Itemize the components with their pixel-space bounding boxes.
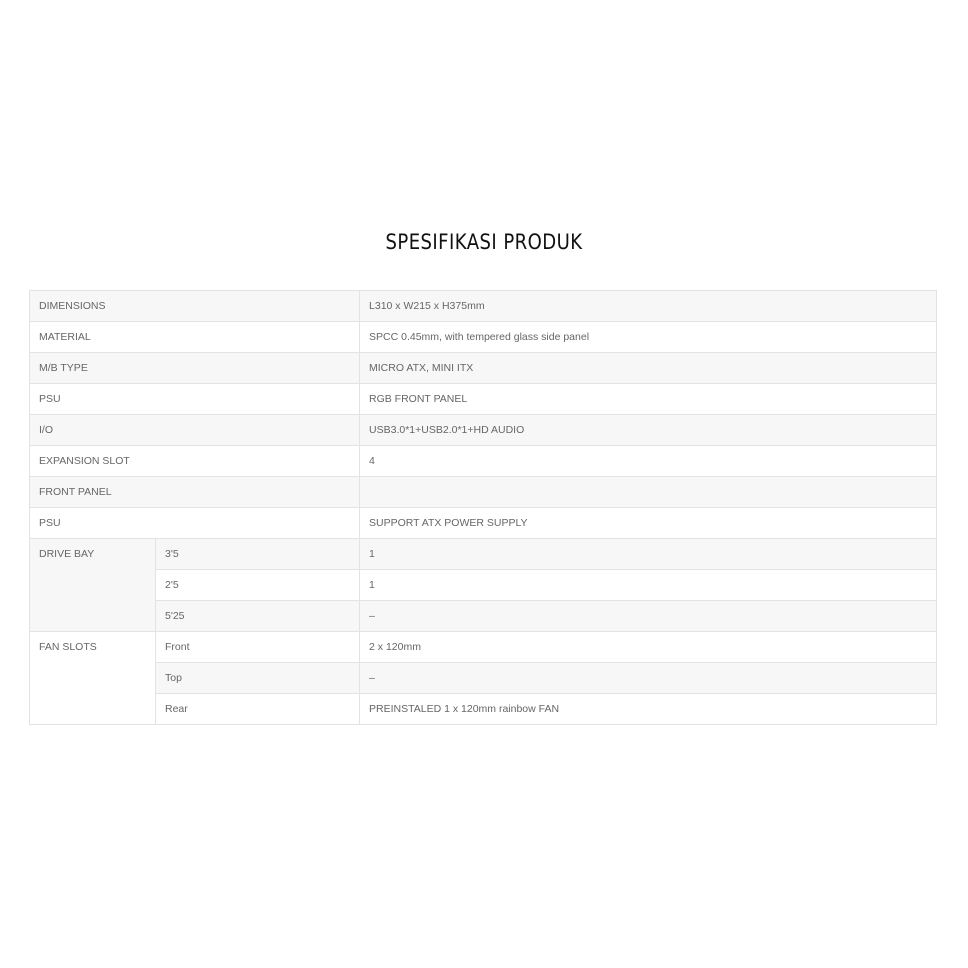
spec-sub-label: 3'5 — [156, 539, 360, 570]
spec-label: M/B TYPE — [30, 353, 360, 384]
spec-sub-label: 5'25 — [156, 601, 360, 632]
spec-group-label: DRIVE BAY — [30, 539, 156, 632]
spec-label: MATERIAL — [30, 322, 360, 353]
table-row — [30, 353, 937, 384]
table-row — [30, 570, 937, 601]
spec-value: RGB FRONT PANEL — [360, 384, 937, 415]
table-row — [30, 601, 937, 632]
spec-label: FRONT PANEL — [30, 477, 360, 508]
spec-label: PSU — [30, 384, 360, 415]
spec-label: I/O — [30, 415, 360, 446]
spec-value: – — [360, 601, 937, 632]
spec-label: EXPANSION SLOT — [30, 446, 360, 477]
spec-value: SPCC 0.45mm, with tempered glass side panel — [360, 322, 937, 353]
spec-value: USB3.0*1+USB2.0*1+HD AUDIO — [360, 415, 937, 446]
spec-table — [29, 290, 937, 725]
spec-value: L310 x W215 x H375mm — [360, 291, 937, 322]
spec-sub-label: Rear — [156, 694, 360, 725]
table-row — [30, 291, 937, 322]
spec-sub-label: 2'5 — [156, 570, 360, 601]
table-row — [30, 694, 937, 725]
table-row — [30, 322, 937, 353]
spec-value: 4 — [360, 446, 937, 477]
spec-value: – — [360, 663, 937, 694]
table-row — [30, 415, 937, 446]
spec-label: DIMENSIONS — [30, 291, 360, 322]
spec-value: 2 x 120mm — [360, 632, 937, 663]
spec-value: 1 — [360, 539, 937, 570]
table-row — [30, 508, 937, 539]
spec-sub-label: Front — [156, 632, 360, 663]
spec-value: MICRO ATX, MINI ITX — [360, 353, 937, 384]
table-row — [30, 446, 937, 477]
spec-group-label: FAN SLOTS — [30, 632, 156, 725]
spec-value: SUPPORT ATX POWER SUPPLY — [360, 508, 937, 539]
table-row — [30, 663, 937, 694]
table-row — [30, 477, 937, 508]
spec-value: 1 — [360, 570, 937, 601]
spec-sub-label: Top — [156, 663, 360, 694]
page-title: SPESIFIKASI PRODUK — [385, 230, 583, 254]
spec-label: PSU — [30, 508, 360, 539]
spec-value — [360, 477, 937, 508]
table-row — [30, 384, 937, 415]
spec-value: PREINSTALED 1 x 120mm rainbow FAN — [360, 694, 937, 725]
table-row — [30, 632, 937, 663]
table-row — [30, 539, 937, 570]
